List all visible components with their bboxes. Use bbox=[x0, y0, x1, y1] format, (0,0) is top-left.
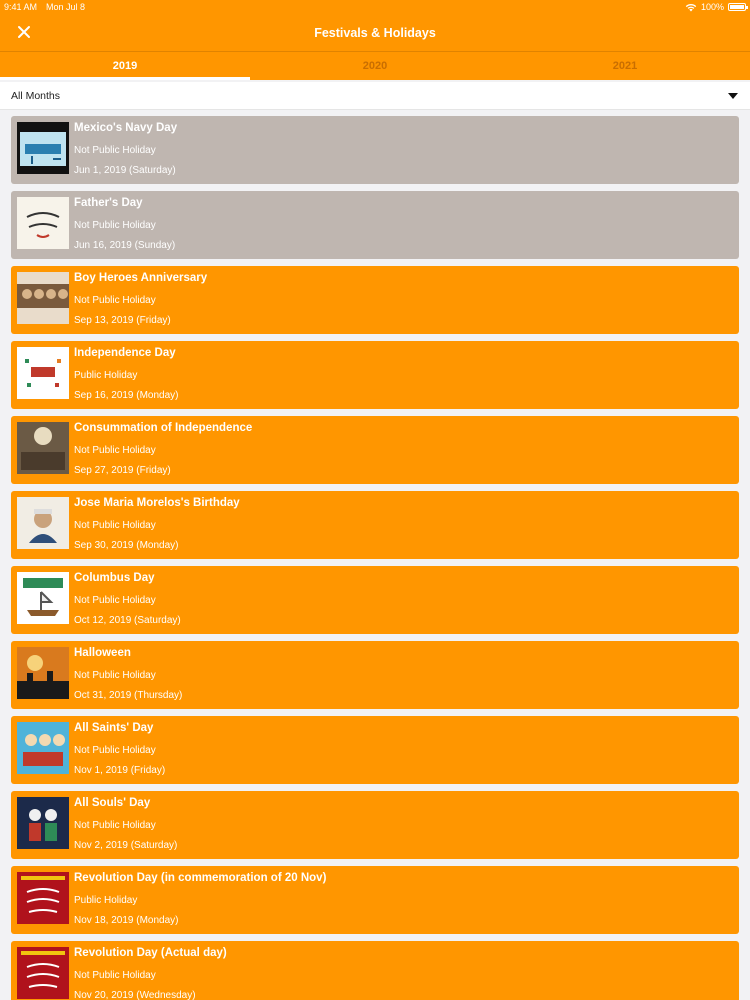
all-souls-image bbox=[17, 797, 69, 849]
holiday-name: Revolution Day (in commemoration of 20 Nov) bbox=[74, 872, 327, 884]
month-filter-dropdown[interactable] bbox=[0, 82, 750, 110]
tab-2019[interactable]: 2019 bbox=[0, 52, 250, 80]
holiday-card[interactable] bbox=[11, 791, 739, 859]
holiday-date: Nov 18, 2019 (Monday) bbox=[74, 915, 179, 926]
boy-heroes-image bbox=[17, 272, 69, 324]
holiday-type: Not Public Holiday bbox=[74, 295, 156, 306]
holiday-name: Revolution Day (Actual day) bbox=[74, 947, 227, 959]
status-date: Mon Jul 8 bbox=[46, 2, 86, 12]
holiday-card[interactable] bbox=[11, 491, 739, 559]
holiday-type: Not Public Holiday bbox=[74, 670, 156, 681]
holiday-card[interactable] bbox=[11, 566, 739, 634]
holiday-type: Not Public Holiday bbox=[74, 220, 156, 231]
fathers-day-image bbox=[17, 197, 69, 249]
holiday-date: Sep 30, 2019 (Monday) bbox=[74, 540, 179, 551]
holiday-date: Sep 27, 2019 (Friday) bbox=[74, 465, 171, 476]
revolution-image bbox=[17, 872, 69, 924]
navy-day-image bbox=[17, 122, 69, 174]
holiday-name: Jose Maria Morelos's Birthday bbox=[74, 497, 240, 509]
holiday-card[interactable] bbox=[11, 191, 739, 259]
holiday-date: Nov 20, 2019 (Wednesday) bbox=[74, 990, 196, 1000]
holiday-type: Not Public Holiday bbox=[74, 970, 156, 981]
tab-2021[interactable]: 2021 bbox=[612, 60, 638, 72]
holiday-date: Oct 31, 2019 (Thursday) bbox=[74, 690, 183, 701]
holiday-name: Consummation of Independence bbox=[74, 422, 253, 434]
holiday-name: All Saints' Day bbox=[74, 722, 154, 734]
halloween-image bbox=[17, 647, 69, 699]
holiday-type: Not Public Holiday bbox=[74, 145, 156, 156]
holiday-name: Father's Day bbox=[74, 197, 143, 209]
holiday-date: Sep 13, 2019 (Friday) bbox=[74, 315, 171, 326]
holiday-type: Public Holiday bbox=[74, 895, 138, 906]
holiday-type: Public Holiday bbox=[74, 370, 138, 381]
holiday-date: Sep 16, 2019 (Monday) bbox=[74, 390, 179, 401]
holiday-date: Oct 12, 2019 (Saturday) bbox=[74, 615, 181, 626]
columbus-ship-image bbox=[17, 572, 69, 624]
holiday-card[interactable] bbox=[11, 716, 739, 784]
holiday-type: Not Public Holiday bbox=[74, 745, 156, 756]
holiday-date: Jun 1, 2019 (Saturday) bbox=[74, 165, 176, 176]
holiday-type: Not Public Holiday bbox=[74, 445, 156, 456]
independence-day-image bbox=[17, 347, 69, 399]
holiday-date: Nov 1, 2019 (Friday) bbox=[74, 765, 166, 776]
holiday-name: Mexico's Navy Day bbox=[74, 122, 178, 134]
holiday-card[interactable] bbox=[11, 941, 739, 1000]
holiday-card[interactable] bbox=[11, 341, 739, 409]
chevron-down-icon bbox=[728, 93, 738, 99]
battery-percent: 100% bbox=[700, 2, 724, 12]
status-right bbox=[685, 2, 746, 12]
holiday-type: Not Public Holiday bbox=[74, 520, 156, 531]
holiday-name: Boy Heroes Anniversary bbox=[74, 272, 208, 284]
all-saints-image bbox=[17, 722, 69, 774]
holiday-card[interactable] bbox=[11, 266, 739, 334]
month-filter-value: All Months bbox=[11, 90, 61, 102]
holiday-type: Not Public Holiday bbox=[74, 595, 156, 606]
revolution-image bbox=[17, 947, 69, 999]
battery-icon bbox=[728, 3, 746, 11]
wifi-icon bbox=[685, 3, 697, 12]
holiday-card[interactable] bbox=[11, 116, 739, 184]
status-time: 9:41 AM bbox=[4, 2, 38, 12]
morelos-portrait-image bbox=[17, 497, 69, 549]
year-tabs bbox=[0, 52, 750, 80]
holiday-type: Not Public Holiday bbox=[74, 820, 156, 831]
holiday-date: Jun 16, 2019 (Sunday) bbox=[74, 240, 176, 251]
holiday-name: Halloween bbox=[74, 647, 131, 659]
status-bar bbox=[0, 0, 750, 14]
holiday-name: All Souls' Day bbox=[74, 797, 151, 809]
holiday-card[interactable] bbox=[11, 416, 739, 484]
holiday-date: Nov 2, 2019 (Saturday) bbox=[74, 840, 178, 851]
tab-2020[interactable]: 2020 bbox=[362, 60, 388, 72]
nav-bar bbox=[0, 14, 750, 52]
holiday-name: Columbus Day bbox=[74, 572, 155, 584]
holiday-name: Independence Day bbox=[74, 347, 176, 359]
holiday-card[interactable] bbox=[11, 641, 739, 709]
page-title: Festivals & Holidays bbox=[314, 26, 436, 40]
holiday-card[interactable] bbox=[11, 866, 739, 934]
consummation-image bbox=[17, 422, 69, 474]
